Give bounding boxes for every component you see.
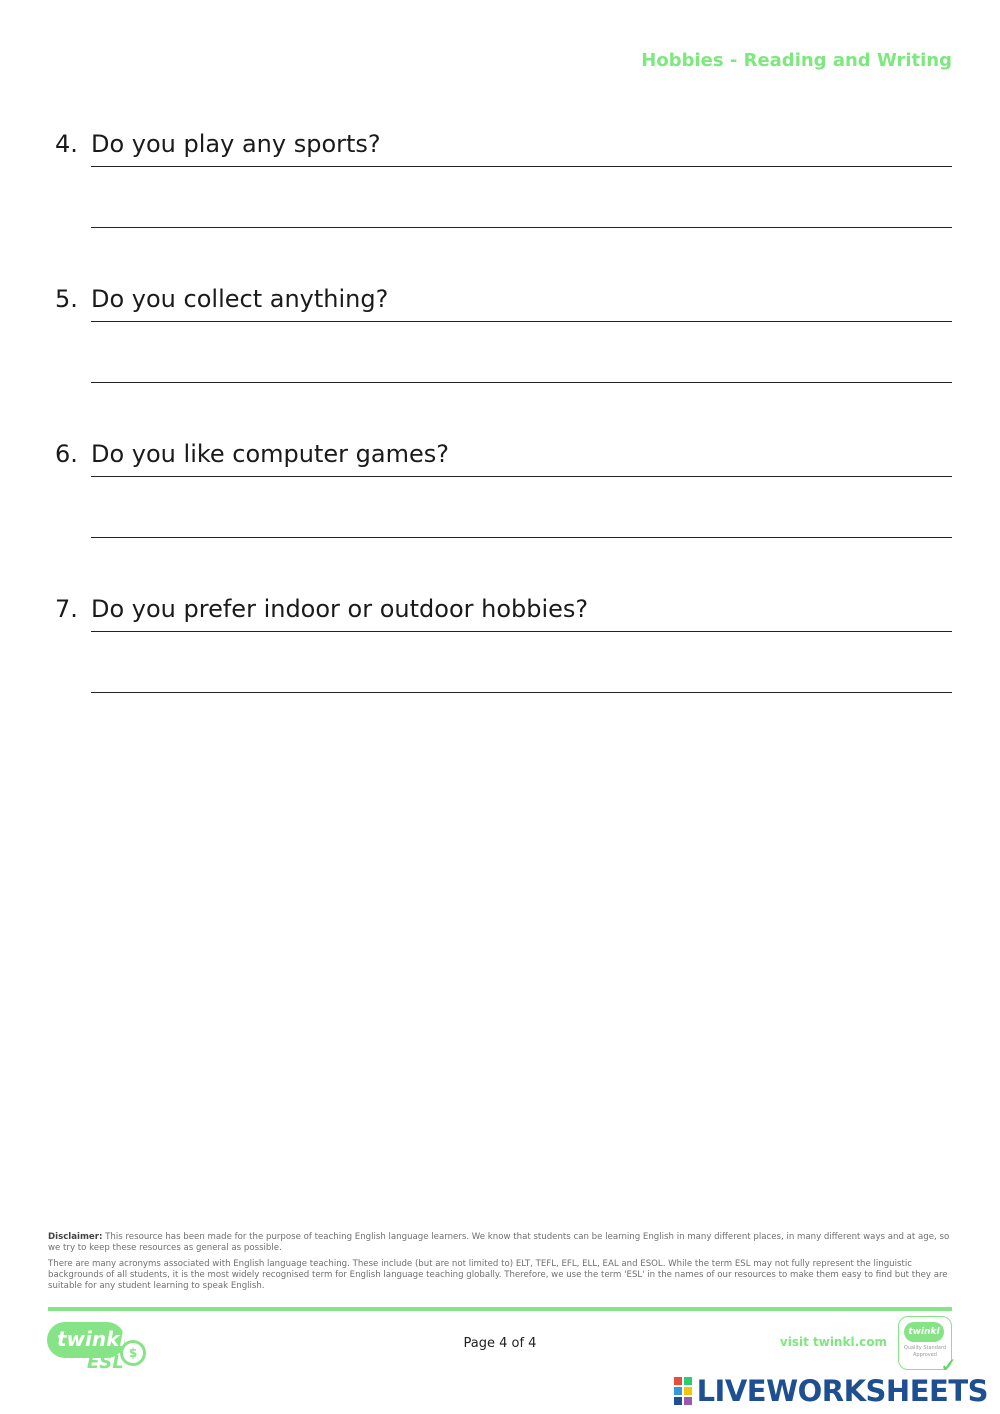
badge-text: Quality Standard Approved [903, 1345, 947, 1358]
disclaimer-paragraph [48, 1232, 952, 1255]
answer-line-5[interactable] [91, 382, 952, 383]
inline-answer-line[interactable] [91, 631, 952, 632]
question-6 [55, 440, 952, 480]
question-7 [55, 595, 952, 635]
grid-cell [674, 1397, 682, 1405]
question-text: Do you like computer games? [91, 440, 457, 468]
question-number: 4. [55, 130, 78, 158]
page-number: Page 4 of 4 [463, 1336, 537, 1351]
quality-badge [898, 1316, 957, 1377]
grid-cell [684, 1377, 692, 1385]
answer-line-7[interactable] [91, 692, 952, 693]
worksheet-title: Hobbies - Reading and Writing [641, 50, 952, 71]
logo-esl: ESL [87, 1352, 124, 1373]
answer-line-6[interactable] [91, 537, 952, 538]
question-number: 5. [55, 285, 78, 313]
grid-cell [684, 1387, 692, 1395]
visit-link[interactable]: visit twinkl.com [779, 1335, 887, 1349]
grid-cell [684, 1397, 692, 1405]
logo-word: twinkl [57, 1327, 127, 1351]
question-number: 7. [55, 595, 78, 623]
inline-answer-line[interactable] [91, 321, 952, 322]
disclaimer [48, 1232, 952, 1297]
checkmark-icon: ✓ [940, 1353, 957, 1377]
question-4 [55, 130, 952, 170]
answer-line-4[interactable] [91, 227, 952, 228]
coin-icon: $ [120, 1340, 146, 1366]
liveworksheets-text: LIVEWORKSHEETS [696, 1374, 988, 1408]
question-5 [55, 285, 952, 325]
question-text: Do you collect anything? [91, 285, 389, 313]
inline-answer-line[interactable] [91, 476, 952, 477]
acronyms-paragraph: There are many acronyms associated with English language teaching. These include (but are not limited to) ELT, TEFL, EFL, ELL, EAL and ESOL. While the term ESL may not fully represent the linguistic backgrounds of all students, it is the most widely recognised term for English language teaching globally. Therefore, we use the term 'ESL' in the names of our resources to make them easy to find but they are suitable for any student learning to speak English. [48, 1258, 948, 1292]
footer-divider [48, 1307, 952, 1311]
grid-cell [674, 1377, 682, 1385]
disclaimer-text: This resource has been made for the purpose of teaching English language learners. We know that students can be learning English in many different places, in many different ways and at age, so we try to keep these resources as general as possible. [48, 1232, 950, 1254]
liveworksheets-grid-icon [674, 1377, 692, 1405]
disclaimer-label: Disclaimer: [48, 1232, 103, 1242]
question-number: 6. [55, 440, 78, 468]
question-text: Do you play any sports? [91, 130, 389, 158]
grid-cell [674, 1387, 682, 1395]
badge-cloud: twinkl [904, 1322, 944, 1342]
inline-answer-line[interactable] [91, 166, 952, 167]
liveworksheets-watermark [674, 1374, 988, 1408]
question-text: Do you prefer indoor or outdoor hobbies? [91, 595, 596, 623]
